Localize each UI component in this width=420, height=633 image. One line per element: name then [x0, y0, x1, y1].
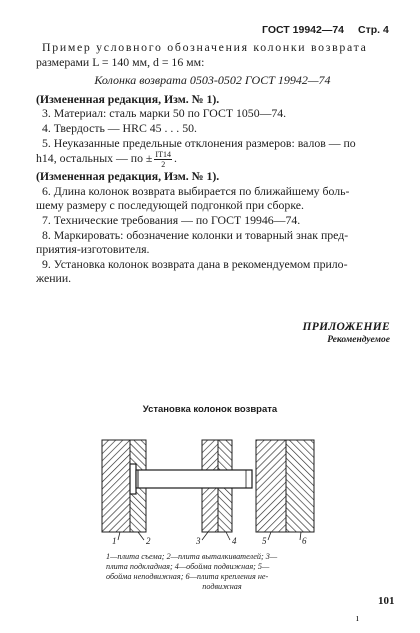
page-number: 101: [378, 595, 395, 607]
label-3: 3: [196, 536, 201, 546]
label-1: 1: [112, 536, 117, 546]
paragraph-8: 8. Маркировать: обозначение колонки и товарный знак пред-: [42, 227, 349, 242]
label-5: 5: [262, 536, 267, 546]
plate-6: [286, 440, 314, 532]
paragraph-5-cont: h14, остальных — по ± $\frac{IT14}{2}$ .: [36, 150, 177, 170]
revision-note: (Измененная редакция, Изм. № 1).: [36, 169, 220, 184]
assembly-diagram: [96, 424, 326, 546]
paragraph-6-cont: шему размеру с последующей подгонкой при сборке.: [36, 198, 304, 213]
appendix-title: ПРИЛОЖЕНИЕ: [302, 321, 390, 333]
paragraph-9-cont: жении.: [36, 271, 72, 286]
page-label: Стр. 4: [358, 24, 389, 36]
document-body: [36, 40, 389, 286]
revision-note: (Измененная редакция, Изм. № 1).: [36, 91, 220, 106]
plate-5: [256, 440, 286, 532]
paragraph-7: 7. Технические требования — по ГОСТ 19946—74.: [42, 212, 301, 227]
paragraph-4: 4. Твердость — HRC 45 . . . 50.: [42, 120, 197, 135]
appendix-subtitle: Рекомендуемое: [327, 335, 390, 345]
label-4: 4: [232, 536, 237, 546]
figure-title: Установка колонок возврата: [142, 404, 278, 415]
label-6: 6: [302, 536, 307, 546]
margin-mark: ı: [356, 613, 359, 624]
designation-example: Колонка возврата 0503-0502 ГОСТ 19942—74: [94, 73, 331, 88]
figure-caption: 1—плита съема; 2—плита выталкивателей; 3— плита подкладная; 4—обойма подвижная; 5— обойма неподвижная; 6—плита крепления не- подвижная: [106, 552, 278, 591]
return-column: [130, 464, 252, 494]
paragraph-9: 9. Установка колонок возврата дана в рекомендуемом прило-: [42, 256, 348, 271]
label-2: 2: [146, 536, 151, 546]
paragraph-3: 3. Материал: сталь марки 50 по ГОСТ 1050—74.: [42, 106, 287, 121]
example-line: Пример условного обозначения колонки возврата: [42, 40, 368, 54]
gost-number: ГОСТ 19942—74: [262, 24, 345, 36]
example-line: размерами L = 140 мм, d = 16 мм:: [36, 54, 205, 69]
paragraph-5: 5. Неуказанные предельные отклонения размеров: валов — по: [42, 135, 356, 150]
paragraph-6: 6. Длина колонок возврата выбирается по ближайшему боль-: [42, 183, 350, 198]
plate-1: [102, 440, 130, 532]
fraction: $\frac{IT14}{2}$: [155, 150, 171, 170]
page-header: [262, 24, 389, 36]
paragraph-8-cont: приятия-изготовителя.: [36, 242, 150, 257]
